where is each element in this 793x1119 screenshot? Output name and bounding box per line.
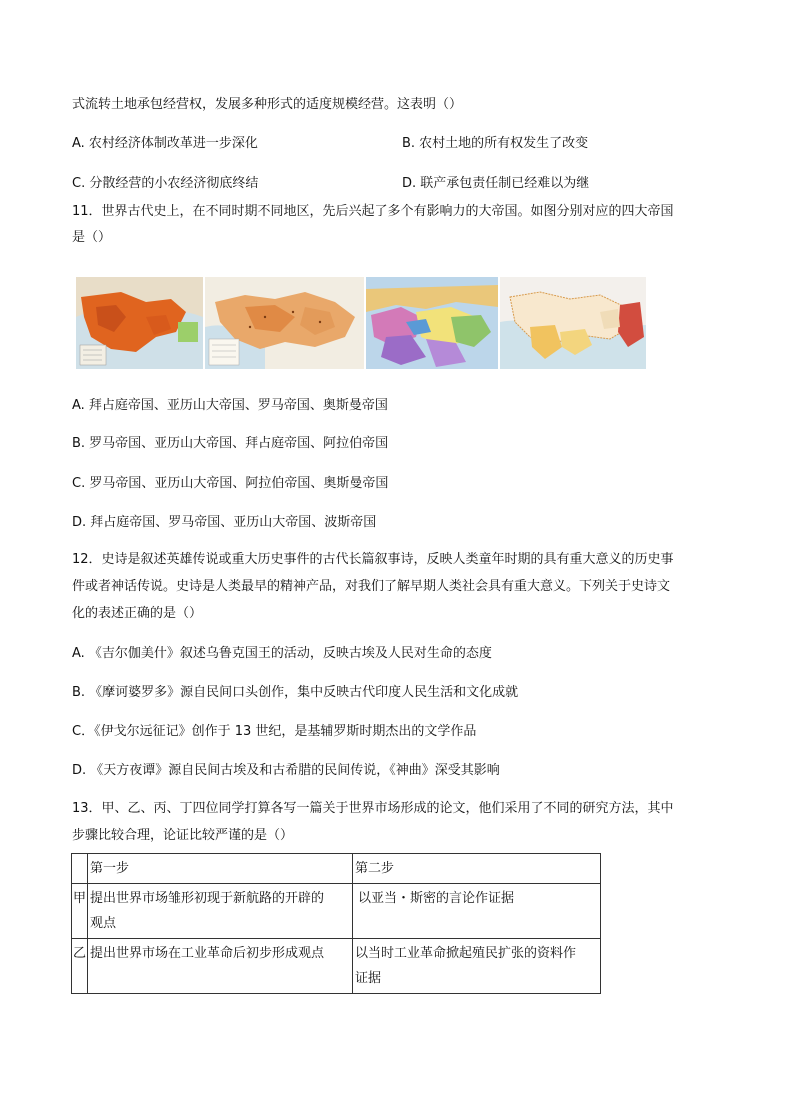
q12-option-b[interactable]: B. 《摩诃婆罗多》源自民间口头创作，集中反映古代印度人民生活和文化成就 (72, 685, 519, 700)
q11-stem-line2: 是（） (72, 230, 112, 245)
q12-option-c[interactable]: C．《伊戈尔远征记》创作于 13 世纪，是基辅罗斯时期杰出的文学作品 (72, 724, 477, 739)
table-row (72, 939, 601, 994)
table-cell-step2 (353, 884, 601, 939)
table-cell-line: 提出世界市场雏形初现于新航路的开辟的 (90, 891, 325, 906)
roman-empire-map (76, 277, 203, 369)
table-cell-step1 (88, 884, 353, 939)
table-cell-step2 (353, 939, 601, 994)
table-cell-line: 证据 (355, 971, 382, 986)
table-cell-line: 以亚当・斯密的言论作证据 (358, 891, 515, 906)
table-cell-step1 (88, 939, 353, 994)
ottoman-empire-map (500, 277, 646, 369)
q11-option-a[interactable]: A. 拜占庭帝国、亚历山大帝国、罗马帝国、奥斯曼帝国 (72, 398, 388, 413)
table-row-label: 甲 (72, 884, 88, 939)
empire-maps-strip (76, 277, 646, 369)
q12-stem-line2: 件或者神话传说。史诗是人类最早的精神产品，对我们了解早期人类社会具有重大意义。下列关于史诗文 (72, 579, 671, 594)
q10-option-b[interactable]: B. 农村土地的所有权发生了改变 (402, 136, 589, 151)
q10-stem-tail: 式流转土地承包经营权，发展多种形式的适度规模经营。这表明（） (72, 97, 463, 112)
q10-option-c[interactable]: C. 分散经营的小农经济彻底终结 (72, 176, 259, 191)
table-cell-line: 以当时工业革命掀起殖民扩张的资料作 (355, 946, 577, 961)
q12-option-a[interactable]: A. 《吉尔伽美什》叙述乌鲁克国王的活动，反映古埃及人民对生命的态度 (72, 646, 492, 661)
table-cell-line (355, 911, 598, 936)
q11-option-c[interactable]: C. 罗马帝国、亚历山大帝国、阿拉伯帝国、奥斯曼帝国 (72, 476, 389, 491)
q10-option-a[interactable]: A. 农村经济体制改革进一步深化 (72, 136, 258, 151)
table-cell-line: 提出世界市场在工业革命后初步形成观点 (90, 946, 325, 961)
table-header-step1: 第一步 (88, 854, 353, 884)
table-row (72, 884, 601, 939)
alexander-empire-map (205, 277, 364, 369)
q13-method-table (71, 853, 601, 994)
table-cell-line: 观点 (90, 916, 117, 931)
table-header-step2: 第二步 (353, 854, 601, 884)
arab-empire-map (366, 277, 498, 369)
q13-stem-line1: 13．甲、乙、丙、丁四位同学打算各写一篇关于世界市场形成的论文，他们采用了不同的研究方法，其中 (72, 801, 674, 816)
q11-option-d[interactable]: D. 拜占庭帝国、罗马帝国、亚历山大帝国、波斯帝国 (72, 515, 377, 530)
table-corner-cell (72, 854, 88, 884)
table-row-label: 乙 (72, 939, 88, 994)
q12-stem-line1: 12．史诗是叙述英雄传说或重大历史事件的古代长篇叙事诗，反映人类童年时期的具有重大意义的历史事 (72, 552, 674, 567)
q13-stem-line2: 步骤比较合理，论证比较严谨的是（） (72, 828, 294, 843)
q11-option-b[interactable]: B. 罗马帝国、亚历山大帝国、拜占庭帝国、阿拉伯帝国 (72, 436, 389, 451)
q11-stem-line1: 11．世界古代史上，在不同时期不同地区，先后兴起了多个有影响力的大帝国。如图分别对应的四大帝国 (72, 204, 674, 219)
table-header-row (72, 854, 601, 884)
q12-stem-line3: 化的表述正确的是（） (72, 606, 203, 621)
q12-option-d[interactable]: D. 《天方夜谭》源自民间古埃及和古希腊的民间传说，《神曲》深受其影响 (72, 763, 500, 778)
q10-option-d[interactable]: D. 联产承包责任制已经难以为继 (402, 176, 590, 191)
table-cell-line (90, 966, 350, 991)
